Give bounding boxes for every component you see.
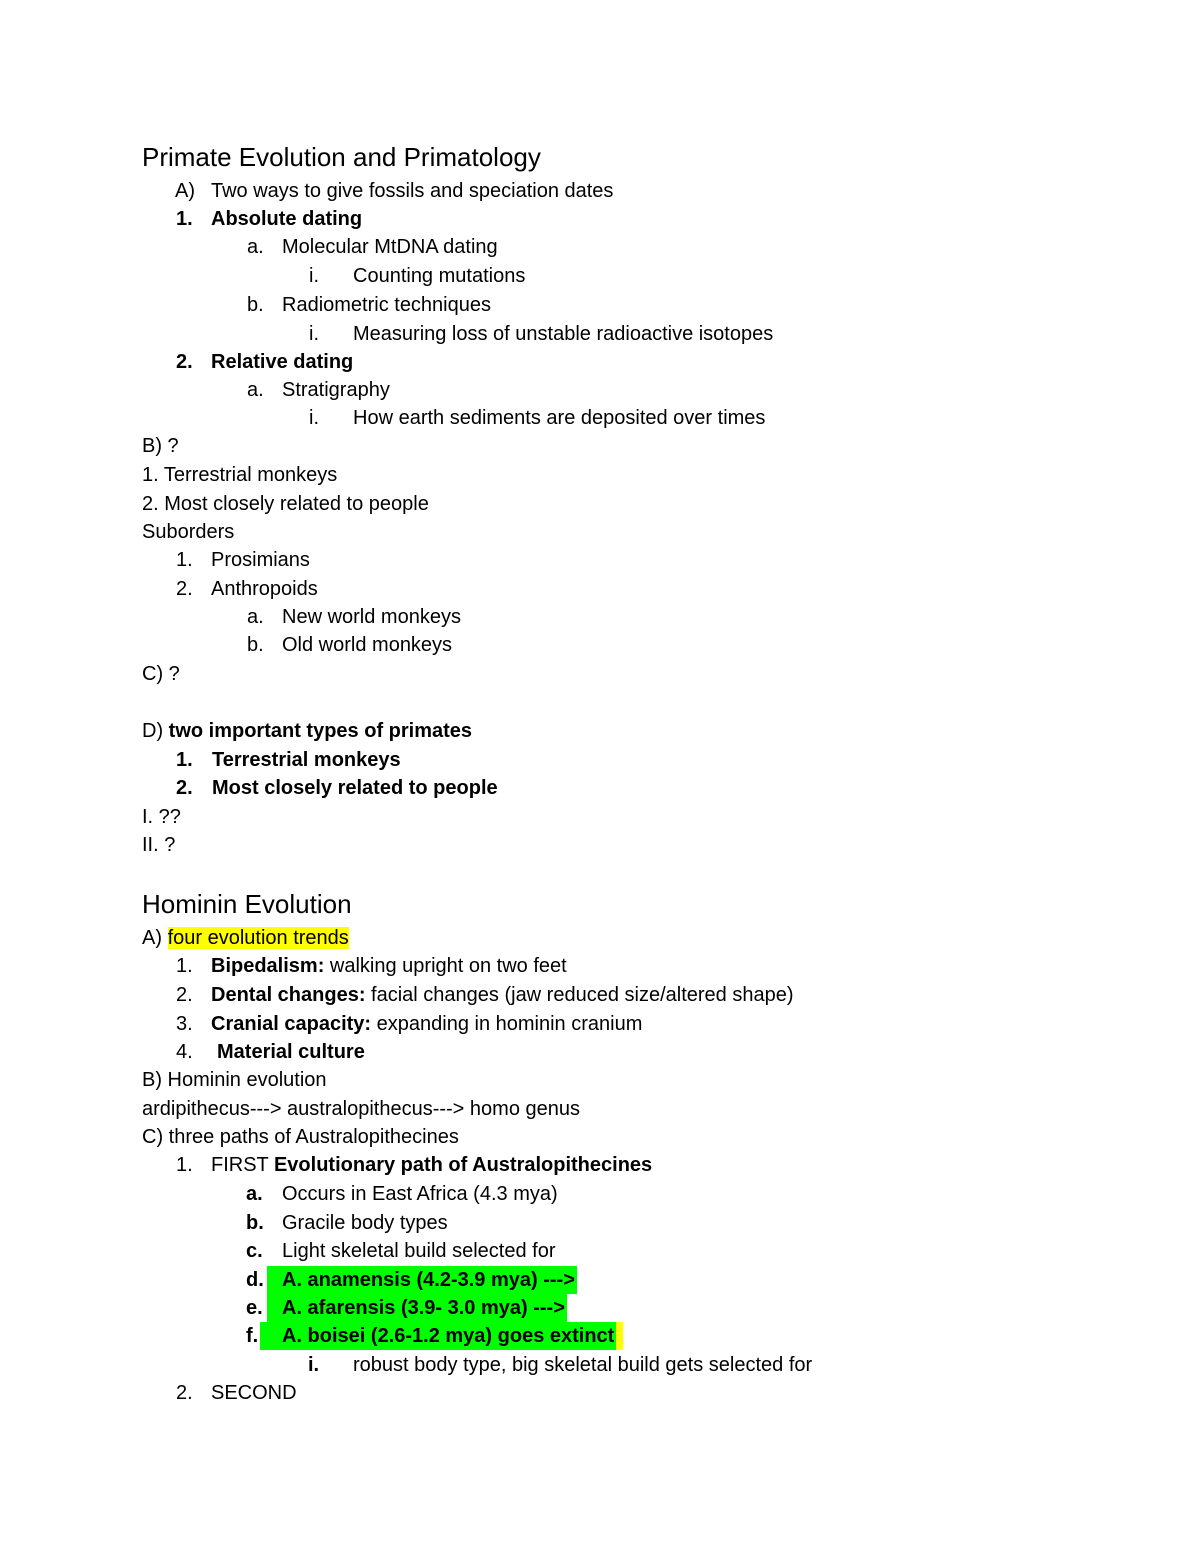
paragraph-suborders: Suborders — [142, 521, 235, 543]
list-item-molecular — [142, 233, 498, 261]
highlighted-text: A. afarensis (3.9- 3.0 mya) ---> — [267, 1294, 567, 1322]
definition: facial changes (jaw reduced size/altered shape) — [365, 984, 794, 1006]
paragraph-B: B) ? — [142, 435, 179, 457]
list-item-radiometric — [142, 291, 491, 319]
path-prefix: FIRST — [211, 1154, 274, 1176]
list-text: New world monkeys — [282, 606, 461, 628]
list-item-sediments — [142, 404, 766, 432]
list-marker: 2. — [176, 351, 193, 373]
list-item-stratigraphy — [142, 376, 390, 404]
list-marker: 2. — [176, 578, 193, 600]
list-item-cranial-capacity — [142, 1010, 643, 1038]
path-title: Evolutionary path of Australopithecines — [273, 1154, 653, 1176]
list-item-relative-dating — [142, 348, 354, 376]
list-item-light-skeletal — [142, 1237, 556, 1265]
paragraph-chain: ardipithecus---> australopithecus---> homo genus — [142, 1098, 580, 1120]
list-text: Old world monkeys — [282, 634, 453, 656]
paragraph-A-trends — [142, 924, 349, 952]
list-marker: i. — [309, 407, 319, 429]
list-item-anthropoids — [142, 575, 318, 603]
list-item-old-world — [142, 631, 453, 659]
list-text: Stratigraphy — [282, 379, 390, 401]
list-marker: a. — [246, 1183, 263, 1205]
list-item-bipedalism — [142, 952, 567, 980]
list-marker: b. — [246, 1212, 264, 1234]
list-marker: i. — [309, 323, 319, 345]
list-text — [211, 981, 794, 1009]
list-marker: 3. — [176, 1013, 193, 1035]
list-marker: c. — [246, 1240, 263, 1262]
list-text: SECOND — [211, 1382, 297, 1404]
list-item-closely-related — [142, 774, 498, 802]
list-item-east-africa — [142, 1180, 558, 1208]
list-marker: b. — [247, 634, 264, 656]
paragraph-C: C) ? — [142, 663, 180, 685]
list-text — [211, 952, 567, 980]
list-marker: d. — [246, 1269, 264, 1291]
paragraph-C-paths: C) three paths of Australopithecines — [142, 1126, 459, 1148]
list-marker: 2. — [176, 1382, 193, 1404]
list-text: Absolute dating — [211, 208, 363, 230]
list-text: Most closely related to people — [212, 777, 498, 799]
list-text: Molecular MtDNA dating — [282, 236, 498, 258]
paragraph-B1: 1. Terrestrial monkeys — [142, 464, 338, 486]
list-text: Light skeletal build selected for — [282, 1240, 556, 1262]
list-marker: 1. — [176, 955, 193, 977]
heading-hominin-evolution: Hominin Evolution — [142, 889, 352, 919]
term: Bipedalism: — [211, 955, 325, 977]
list-text: Material culture — [217, 1041, 365, 1063]
list-item-counting-mutations — [142, 262, 526, 290]
list-item-afarensis — [142, 1294, 565, 1322]
heading-primate-evolution: Primate Evolution and Primatology — [142, 142, 541, 172]
paragraph-I: I. ?? — [142, 806, 181, 828]
list-marker: i. — [309, 265, 319, 287]
definition: walking upright on two feet — [324, 955, 567, 977]
list-item-anamensis — [142, 1266, 575, 1294]
list-item-material-culture — [142, 1038, 365, 1066]
list-text: How earth sediments are deposited over times — [353, 407, 766, 429]
list-marker: A) — [175, 180, 195, 202]
list-item-A — [142, 177, 614, 205]
list-text: Two ways to give fossils and speciation dates — [211, 180, 614, 202]
paragraph-prefix: A) — [142, 927, 168, 949]
list-text: Radiometric techniques — [282, 294, 491, 316]
list-marker: 1. — [176, 1154, 193, 1176]
list-text: Measuring loss of unstable radioactive isotopes — [353, 323, 774, 345]
list-marker: f. — [246, 1325, 259, 1347]
definition: expanding in hominin cranium — [371, 1013, 643, 1035]
list-marker: 1. — [176, 549, 193, 571]
list-marker: 2. — [176, 777, 193, 799]
list-item-robust — [142, 1351, 813, 1379]
list-item-dental-changes — [142, 981, 794, 1009]
list-marker: i. — [308, 1354, 320, 1376]
list-marker: 1. — [176, 749, 193, 771]
list-marker: e. — [246, 1297, 263, 1319]
paragraph-prefix: D) — [142, 720, 169, 742]
list-text — [211, 1151, 652, 1179]
list-text: Relative dating — [211, 351, 354, 373]
list-item-boisei — [142, 1322, 615, 1350]
list-text: Counting mutations — [353, 265, 526, 287]
list-item-second-path — [142, 1379, 297, 1407]
highlighted-text: A. boisei (2.6-1.2 mya) goes extinct — [260, 1322, 623, 1350]
list-text: robust body type, big skeletal build gets selected for — [353, 1354, 813, 1376]
list-marker: 2. — [176, 984, 193, 1006]
list-marker: 1. — [176, 208, 193, 230]
list-marker: b. — [247, 294, 264, 316]
list-text — [211, 1010, 642, 1038]
list-marker: a. — [247, 606, 264, 628]
list-text: Terrestrial monkeys — [212, 749, 401, 771]
highlighted-text: A. anamensis (4.2-3.9 mya) ---> — [267, 1266, 577, 1294]
paragraph-II: II. ? — [142, 834, 176, 856]
term: Dental changes: — [211, 984, 366, 1006]
term: Cranial capacity: — [211, 1013, 372, 1035]
paragraph-B2: 2. Most closely related to people — [142, 493, 429, 515]
list-marker: a. — [247, 236, 264, 258]
list-item-first-path — [142, 1151, 653, 1179]
list-item-new-world — [142, 603, 461, 631]
list-item-prosimians — [142, 546, 310, 574]
paragraph-B-hominin: B) Hominin evolution — [142, 1069, 327, 1091]
list-text: Occurs in East Africa (4.3 mya) — [282, 1183, 558, 1205]
highlighted-text: four evolution trends — [167, 927, 349, 949]
list-marker: a. — [247, 379, 264, 401]
list-item-gracile — [142, 1209, 448, 1237]
list-item-measuring-loss — [142, 320, 774, 348]
paragraph-bold-text: two important types of primates — [168, 720, 473, 742]
list-text: Anthropoids — [211, 578, 318, 600]
paragraph-D — [142, 717, 472, 745]
list-text: Prosimians — [211, 549, 310, 571]
list-text: Gracile body types — [282, 1212, 448, 1234]
list-marker: 4. — [176, 1041, 193, 1063]
list-item-absolute-dating — [142, 205, 363, 233]
list-item-terrestrial-monkeys — [142, 746, 401, 774]
